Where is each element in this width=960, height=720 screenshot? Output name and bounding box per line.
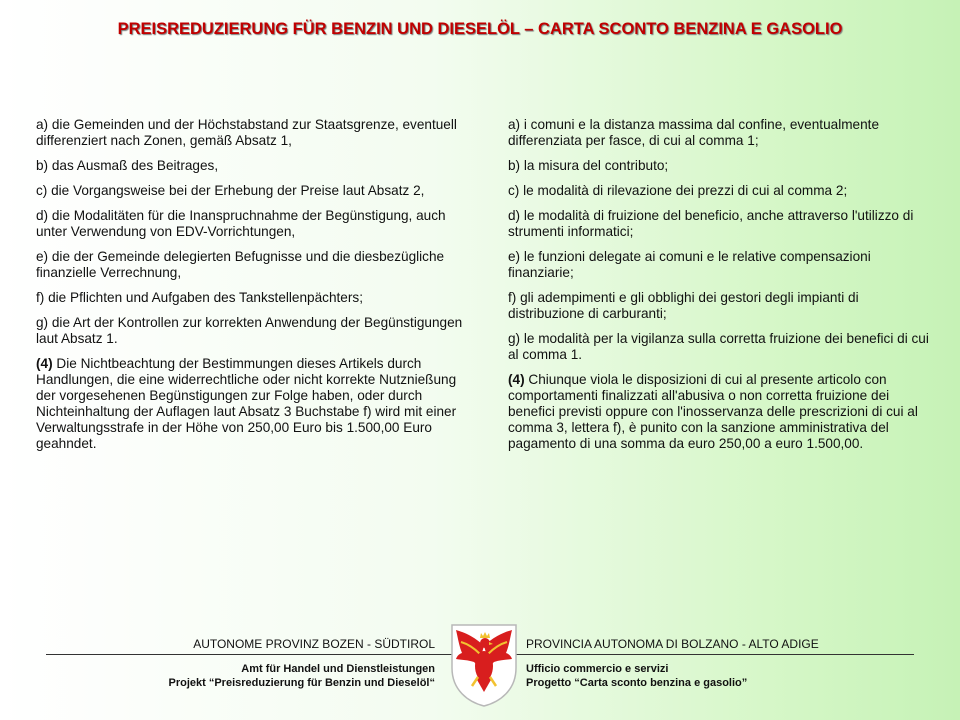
list-item: e) le funzioni delegate ai comuni e le relative compensazioni finanziarie; [508,249,871,280]
eagle-coat-of-arms-icon [448,622,520,707]
footer-office-it [526,662,747,690]
footer-office-name: Amt für Handel und Dienstleistungen [241,663,435,675]
list-item: f) gli adempimenti e gli obblighi dei gestori degli impianti di distribuzione di carburanti; [508,290,859,321]
list-item: b) la misura del contributo; [508,158,669,173]
list-item: g) le modalità per la vigilanza sulla corretta fruizione dei benefici di cui al comma 1. [508,331,929,362]
list-item: d) die Modalitäten für die Inanspruchnahme der Begünstigung, auch unter Verwendung von EDV-Vorrichtungen, [36,208,446,239]
list-item: c) le modalità di rilevazione dei prezzi di cui al comma 2; [508,183,848,198]
paragraph-number: (4) [508,372,525,387]
footer-province-de: AUTONOME PROVINZ BOZEN - SÜDTIROL [193,637,435,651]
list-item: a) i comuni e la distanza massima dal confine, eventualmente differenziata per fasce, di cui al comma 1; [508,117,880,148]
list-item: f) die Pflichten und Aufgaben des Tankstellenpächters; [36,290,363,305]
footer-office-de [169,662,436,690]
paragraph-text: Die Nichtbeachtung der Bestimmungen dieses Artikels durch Handlungen, die eine widerrechtliche oder nicht korrekte Nutznießung der vorgesehenen Begünstigungen zur Folge haben, oder durch Nichteinhaltung der Auflagen laut Absatz 3 Buchstabe f) wird mit einer Verwaltungsstrafe in der Höhe von 250,00 Euro bis 1.500,00 Euro geahndet. [36,356,457,451]
list-item: c) die Vorgangsweise bei der Erhebung der Preise laut Absatz 2, [36,183,425,198]
footer-project-name: Progetto “Carta sconto benzina e gasolio” [526,677,748,689]
paragraph-4 [508,372,936,452]
list-item: g) die Art der Kontrollen zur korrekten Anwendung der Begünstigungen laut Absatz 1. [36,315,463,346]
paragraph-text: Chiunque viola le disposizioni di cui al presente articolo con comportamenti finalizzati all'abusiva o non corretta fruizione dei benefici previsti oppure con l'inosservanza delle prescrizioni di cui al comma 3, lettera f), è punito con la sanzione amministrativa del pagamento di una somma da euro 250,00 a euro 1.500,00. [508,372,918,451]
list-item: d) le modalità di fruizione del beneficio, anche attraverso l'utilizzo di strumenti informatici; [508,208,914,239]
paragraph-4 [36,356,476,452]
list-item: a) die Gemeinden und der Höchstabstand zur Staatsgrenze, eventuell differenziert nach Zonen, gemäß Absatz 1, [36,117,457,148]
paragraph-number: (4) [36,356,53,371]
list-item: b) das Ausmaß des Beitrages, [36,158,219,173]
list-item: e) die der Gemeinde delegierten Befugnisse und die diesbezügliche finanzielle Verrechnung, [36,249,445,280]
footer-province-it: PROVINCIA AUTONOMA DI BOLZANO - ALTO ADIGE [526,637,819,651]
german-column [36,117,476,461]
italian-column [508,117,936,461]
footer-project-name: Projekt “Preisreduzierung für Benzin und Dieselöl“ [168,677,435,689]
footer-office-name: Ufficio commercio e servizi [526,663,669,675]
page-title: PREISREDUZIERUNG FÜR BENZIN UND DIESELÖL – CARTA SCONTO BENZINA E GASOLIO [117,20,843,38]
